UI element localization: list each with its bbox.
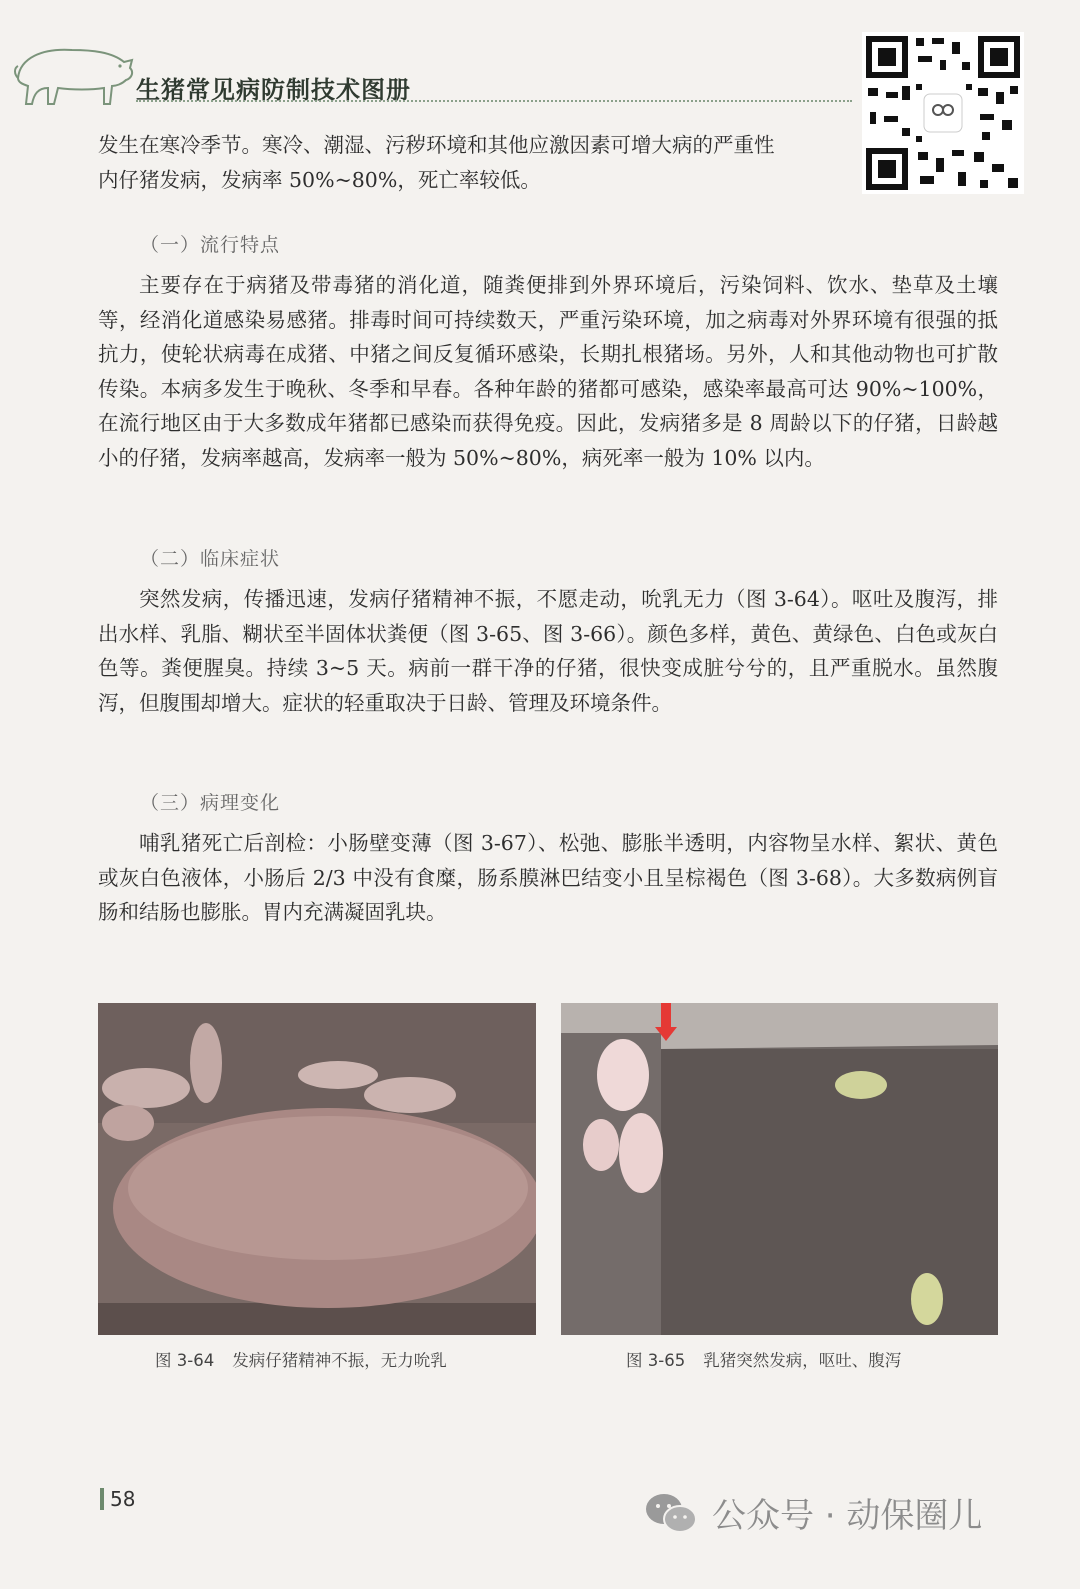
watermark [644,1488,982,1537]
figure-caption-text: 发病仔猪精神不振，无力吮乳 [232,1351,447,1370]
intro-line-1: 发生在寒冷季节。寒冷、潮湿、污秽环境和其他应激因素可增大病的严重性 [98,133,775,157]
section-heading-pathology: （三）病理变化 [140,792,281,814]
section-heading-clinical-signs: （二）临床症状 [140,548,281,570]
section-heading-epidemiology: （一）流行特点 [140,234,281,256]
intro-text [98,128,998,197]
figure-photo-3-65 [561,1003,998,1335]
section-body-clinical-signs [98,582,998,720]
paragraph: 突然发病，传播迅速，发病仔猪精神不振，不愿走动，吮乳无力（图 3-64）。呕吐及腹泻，排出水样、乳脂、糊状至半固体状粪便（图 3-65、图 3-66）。颜色多样，黄色、黄绿色、白色或灰白色等。粪便腥臭。持续 3~5 天。病前一群干净的仔猪，很快变成脏兮兮的，且严重脱水。虽然腹泻，但腹围却增大。症状的轻重取决于日龄、管理及环境条件。 [98,587,998,715]
figure-number: 图 3-65 [626,1351,686,1370]
wechat-icon [644,1491,698,1535]
intro-line-2: 内仔猪发病，发病率 50%~80%，死亡率较低。 [98,167,541,192]
paragraph: 哺乳猪死亡后剖检：小肠壁变薄（图 3-67）、松弛、膨胀半透明，内容物呈水样、絮状、黄色或灰白色液体，小肠后 2/3 中没有食糜，肠系膜淋巴结变小且呈棕褐色（图 3-68）。大多数病例盲肠和结肠也膨胀。胃内充满凝固乳块。 [98,831,998,924]
pig-logo-icon [12,38,137,110]
figure-caption-3-64 [155,1347,447,1371]
figure-caption-text: 乳猪突然发病，呕吐、腹泻 [703,1351,902,1370]
figure-caption-3-65 [626,1347,901,1371]
paragraph: 主要存在于病猪及带毒猪的消化道，随粪便排到外界环境后，污染饲料、饮水、垫草及土壤等，经消化道感染易感猪。排毒时间可持续数天，严重污染环境，加之病毒对外界环境有很强的抵抗力，使轮状病毒在成猪、中猪之间反复循环感染，长期扎根猪场。另外，人和其他动物也可扩散传染。本病多发生于晚秋、冬季和早春。各种年龄的猪都可感染，感染率最高可达 90%~100%，在流行地区由于大多数成年猪都已感染而获得免疫。因此，发病猪多是 8 周龄以下的仔猪，日龄越小的仔猪，发病率越高，发病率一般为 50%~80%，病死率一般为 10% 以内。 [98,273,998,470]
figure-number: 图 3-64 [155,1351,215,1370]
section-body-epidemiology [98,268,998,475]
watermark-text: 公众号 · 动保圈儿 [712,1496,983,1536]
book-title: 生猪常见病防制技术图册 [136,76,411,104]
header-divider [136,100,852,102]
figure-photo-3-64 [98,1003,536,1335]
section-body-pathology [98,826,998,930]
page-number: 58 [100,1488,135,1510]
